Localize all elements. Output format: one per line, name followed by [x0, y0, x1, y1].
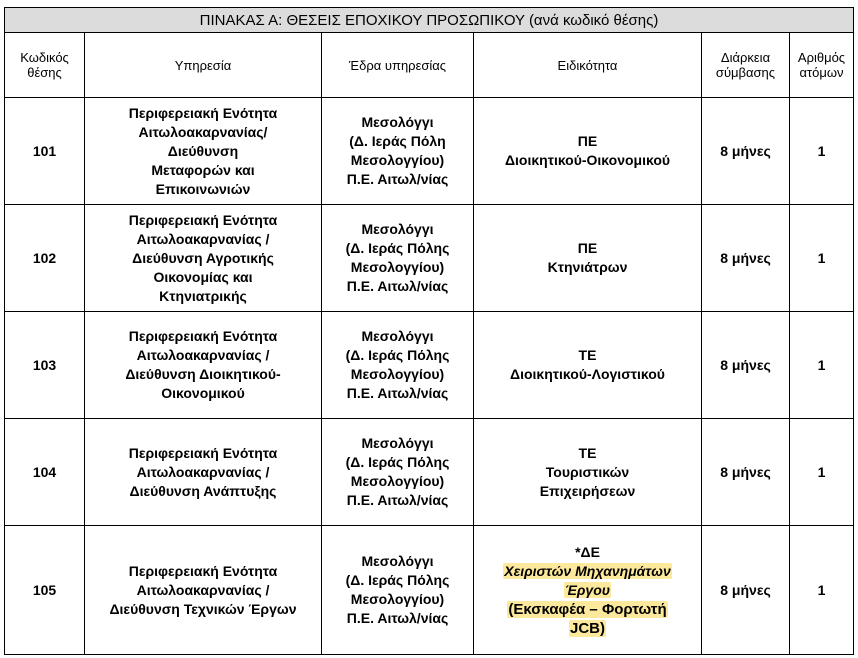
- service-line: Μεταφορών και: [151, 161, 255, 178]
- cell-code: 103: [5, 312, 85, 419]
- cell-duration: 8 μήνες: [702, 419, 790, 526]
- cell-seat: [322, 205, 474, 312]
- cell-persons: 1: [790, 526, 854, 655]
- cell-duration: 8 μήνες: [702, 98, 790, 205]
- cell-seat: [322, 98, 474, 205]
- specialty-highlighted-text: JCB): [569, 619, 605, 637]
- header-persons: [790, 33, 854, 98]
- service-line: Αιτωλοακαρνανίας/: [138, 123, 268, 140]
- specialty-line-wrap: [476, 132, 699, 151]
- cell-service: [85, 526, 322, 655]
- cell-specialty: [474, 526, 702, 655]
- seat-line: (Δ. Ιεράς Πόλης: [345, 240, 450, 256]
- seat-line: Π.Ε. Αιτωλ/νίας: [346, 610, 449, 626]
- seat-line: Μεσολόγγι: [361, 328, 434, 344]
- service-line: Οικονομικού: [161, 385, 245, 401]
- header-service: Υπηρεσία: [85, 33, 322, 98]
- table-row: [5, 526, 854, 655]
- header-code-line: θέσης: [27, 65, 62, 80]
- specialty-text: Κτηνιάτρων: [547, 259, 628, 275]
- seat-line: (Δ. Ιεράς Πόλης: [345, 454, 450, 470]
- specialty-text: ΤΕ: [578, 444, 597, 461]
- service-line: Αιτωλοακαρνανίας /: [136, 463, 270, 480]
- service-line: Διεύθυνση Τεχνικών Έργων: [109, 600, 297, 617]
- cell-code: 105: [5, 526, 85, 655]
- cell-duration: 8 μήνες: [702, 526, 790, 655]
- cell-service: [85, 205, 322, 312]
- specialty-highlighted-text: Έργου: [564, 581, 611, 598]
- specialty-highlighted-text: (Εκσκαφέα – Φορτωτή: [508, 600, 667, 618]
- cell-duration: 8 μήνες: [702, 205, 790, 312]
- header-row: [5, 33, 854, 98]
- seat-line: (Δ. Ιεράς Πόλης: [345, 347, 450, 363]
- header-code: [5, 33, 85, 98]
- service-line: Περιφερειακή Ενότητα: [128, 444, 278, 461]
- header-persons-line: Αριθμός: [797, 50, 846, 65]
- specialty-text: Τουριστικών: [545, 463, 630, 480]
- cell-duration: 8 μήνες: [702, 312, 790, 419]
- service-line: Διεύθυνση Ανάπτυξης: [129, 482, 277, 499]
- seat-line: Μεσολογγίου): [350, 259, 445, 275]
- specialty-line-wrap: [476, 239, 699, 258]
- cell-persons: 1: [790, 312, 854, 419]
- cell-code: 102: [5, 205, 85, 312]
- specialty-line-wrap: [476, 619, 699, 638]
- specialty-line-wrap: [476, 482, 699, 501]
- service-line: Αιτωλοακαρνανίας /: [136, 230, 270, 247]
- specialty-text: Διοικητικού-Λογιστικού: [510, 366, 665, 382]
- header-seat: Έδρα υπηρεσίας: [322, 33, 474, 98]
- header-duration: [702, 33, 790, 98]
- cell-specialty: [474, 98, 702, 205]
- cell-specialty: [474, 312, 702, 419]
- service-line: Κτηνιατρικής: [159, 287, 247, 304]
- cell-service: [85, 419, 322, 526]
- header-specialty: Ειδικότητα: [474, 33, 702, 98]
- table-title: ΠΙΝΑΚΑΣ Α: ΘΕΣΕΙΣ ΕΠΟΧΙΚΟΥ ΠΡΟΣΩΠΙΚΟΥ (ανά κωδικό θέσης): [5, 8, 854, 33]
- service-line: Διεύθυνση: [167, 142, 239, 159]
- specialty-highlighted-text: Χειριστών Μηχανημάτων: [504, 562, 671, 579]
- cell-persons: 1: [790, 98, 854, 205]
- service-line: Αιτωλοακαρνανίας /: [136, 581, 270, 598]
- specialty-line-wrap: [476, 600, 699, 619]
- specialty-text: Διοικητικού-Οικονομικού: [504, 152, 671, 168]
- specialty-line-wrap: [476, 463, 699, 482]
- cell-service: [85, 98, 322, 205]
- specialty-line-wrap: [476, 365, 699, 384]
- cell-service: [85, 312, 322, 419]
- positions-table: [4, 7, 854, 655]
- specialty-line-wrap: [476, 151, 699, 170]
- service-line: Διεύθυνση Διοικητικού-: [125, 366, 281, 382]
- cell-specialty: [474, 205, 702, 312]
- service-line: Περιφερειακή Ενότητα: [128, 104, 278, 121]
- table-row: [5, 312, 854, 419]
- seat-line: Π.Ε. Αιτωλ/νίας: [346, 171, 449, 187]
- service-line: Περιφερειακή Ενότητα: [128, 562, 278, 579]
- seat-line: (Δ. Ιεράς Πόλη: [349, 133, 446, 149]
- service-line: Οικονομίας και: [153, 268, 253, 285]
- service-line: Διεύθυνση Αγροτικής: [132, 249, 274, 266]
- table-row: [5, 419, 854, 526]
- service-line: Περιφερειακή Ενότητα: [128, 328, 278, 344]
- cell-code: 104: [5, 419, 85, 526]
- service-line: Επικοινωνιών: [155, 180, 251, 197]
- service-line: Αιτωλοακαρνανίας /: [136, 347, 270, 363]
- seat-line: Μεσολόγγι: [361, 435, 434, 451]
- seat-line: Μεσολογγίου): [350, 591, 445, 607]
- specialty-text: Επιχειρήσεων: [539, 482, 636, 499]
- specialty-line-wrap: [476, 543, 699, 562]
- specialty-text: ΠΕ: [577, 133, 598, 149]
- seat-line: Μεσολόγγι: [361, 114, 434, 130]
- seat-line: Μεσολογγίου): [350, 473, 445, 489]
- cell-seat: [322, 312, 474, 419]
- specialty-text: *ΔΕ: [575, 543, 600, 560]
- header-persons-line: ατόμων: [799, 65, 844, 80]
- specialty-line-wrap: [476, 258, 699, 277]
- table-body: [5, 98, 854, 655]
- table-row: [5, 98, 854, 205]
- seat-line: Μεσολογγίου): [350, 152, 445, 168]
- seat-line: Π.Ε. Αιτωλ/νίας: [346, 385, 449, 401]
- header-duration-line: σύμβασης: [715, 65, 776, 80]
- specialty-text: ΠΕ: [577, 240, 598, 256]
- table-row: [5, 205, 854, 312]
- cell-code: 101: [5, 98, 85, 205]
- cell-persons: 1: [790, 205, 854, 312]
- seat-line: (Δ. Ιεράς Πόλης: [345, 572, 450, 588]
- seat-line: Μεσολογγίου): [350, 366, 445, 382]
- seat-line: Μεσολόγγι: [361, 221, 434, 237]
- specialty-line-wrap: [476, 444, 699, 463]
- seat-line: Μεσολόγγι: [361, 553, 434, 569]
- header-code-line: Κωδικός: [20, 50, 69, 65]
- cell-persons: 1: [790, 419, 854, 526]
- table-title-row: [5, 8, 854, 33]
- seat-line: Π.Ε. Αιτωλ/νίας: [346, 278, 449, 294]
- seat-line: Π.Ε. Αιτωλ/νίας: [346, 492, 449, 508]
- cell-seat: [322, 526, 474, 655]
- cell-specialty: [474, 419, 702, 526]
- specialty-line-wrap: [476, 346, 699, 365]
- specialty-line-wrap: [476, 581, 699, 600]
- service-line: Περιφερειακή Ενότητα: [128, 211, 278, 228]
- specialty-line-wrap: [476, 562, 699, 581]
- cell-seat: [322, 419, 474, 526]
- header-duration-line: Διάρκεια: [720, 50, 771, 65]
- specialty-text: ΤΕ: [578, 347, 597, 363]
